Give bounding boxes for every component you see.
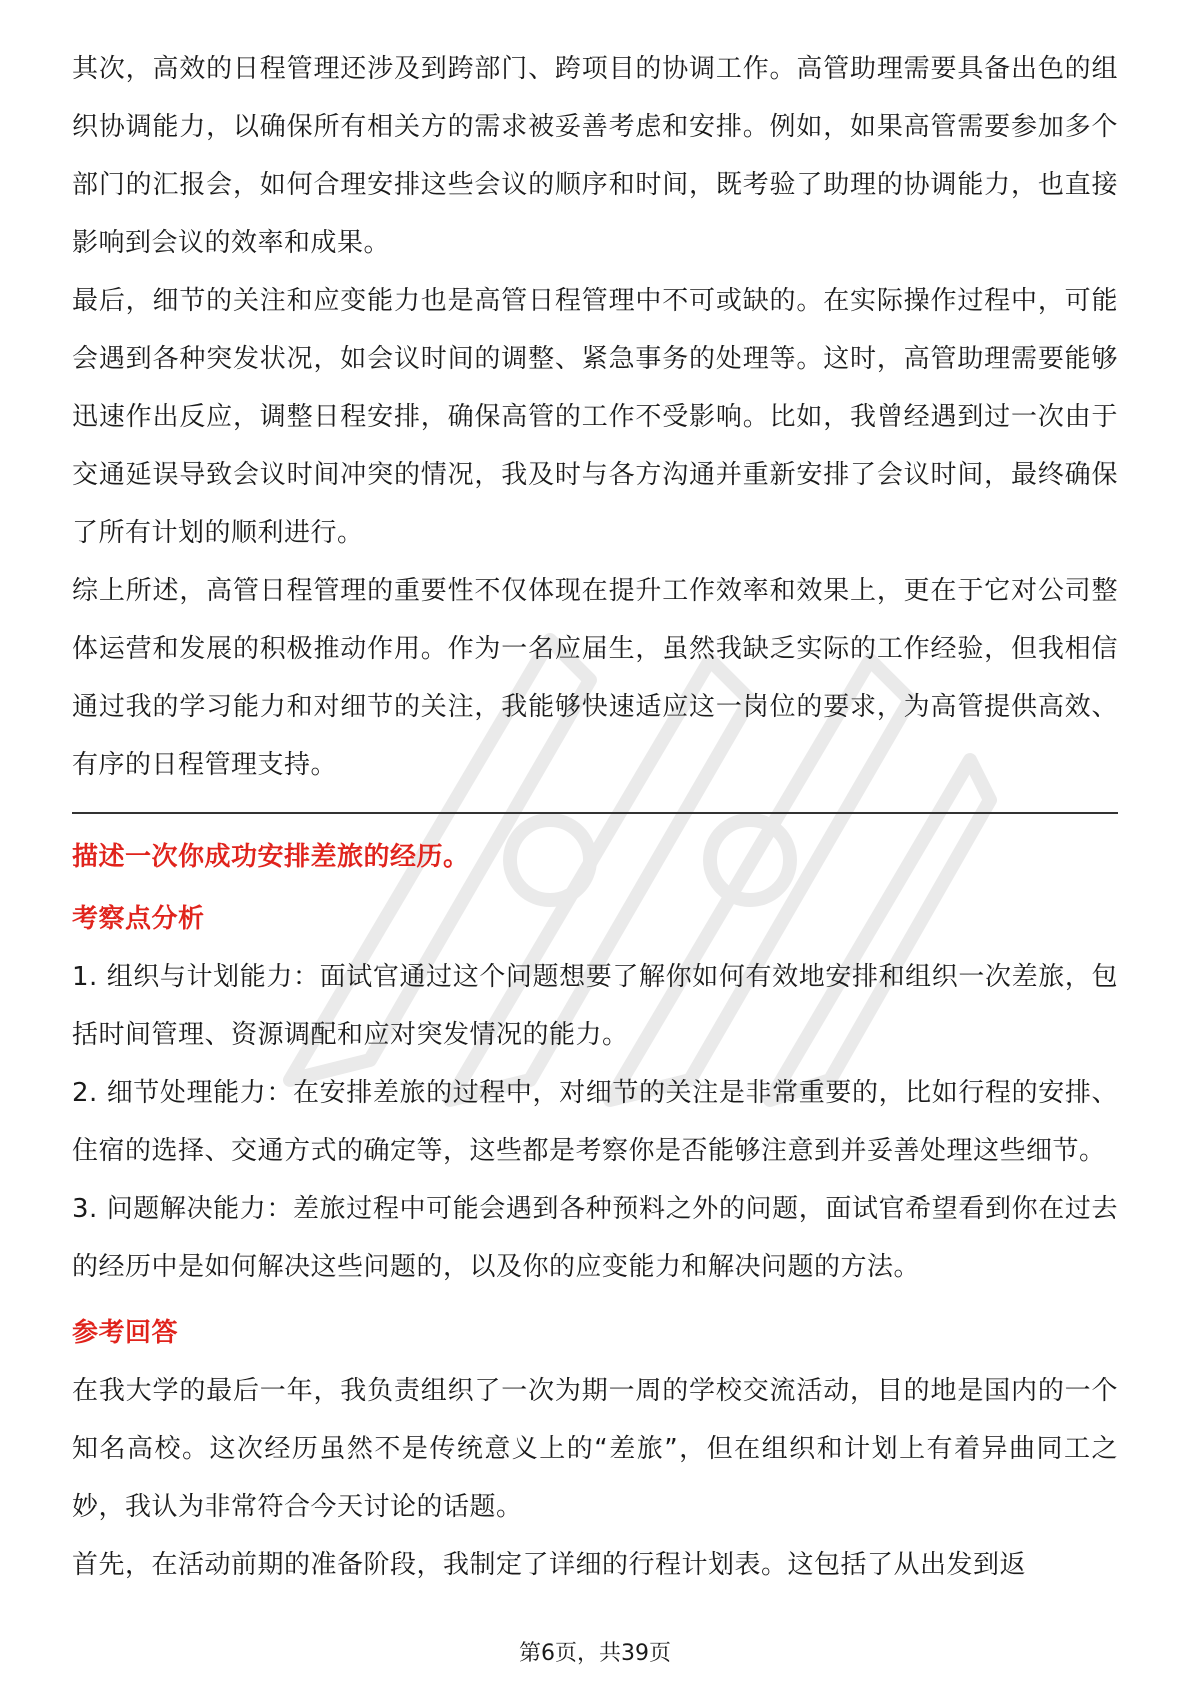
answer-paragraph: 首先，在活动前期的准备阶段，我制定了详细的行程计划表。这包括了从出发到返 xyxy=(72,1550,1027,1580)
paragraph-coordination: 其次，高效的日程管理还涉及到跨部门、跨项目的协调工作。高管助理需要具备出色的组织协调能力，以确保所有相关方的需求被妥善考虑和安排。例如，如果高管需要参加多个部门的汇报会，如何合理安排这些会议的顺序和时间，既考验了助理的协调能力，也直接影响到会议的效率和成果。 xyxy=(72,54,1118,258)
paragraph-summary: 综上所述，高管日程管理的重要性不仅体现在提升工作效率和效果上，更在于它对公司整体运营和发展的积极推动作用。作为一名应届生，虽然我缺乏实际的工作经验，但我相信通过我的学习能力和对细节的关注，我能够快速适应这一岗位的要求，为高管提供高效、有序的日程管理支持。 xyxy=(72,576,1118,780)
page-number-footer: 第6页，共39页 xyxy=(519,1641,671,1666)
analysis-heading: 考察点分析 xyxy=(72,904,205,934)
answer-paragraph: 在我大学的最后一年，我负责组织了一次为期一周的学校交流活动，目的地是国内的一个知名高校。这次经历虽然不是传统意义上的“差旅”，但在组织和计划上有着异曲同工之妙，我认为非常符合今天讨论的话题。 xyxy=(72,1376,1118,1522)
answer-heading: 参考回答 xyxy=(72,1318,179,1348)
section-divider xyxy=(72,812,1118,814)
paragraph-details: 最后，细节的关注和应变能力也是高管日程管理中不可或缺的。在实际操作过程中，可能会遇到各种突发状况，如会议时间的调整、紧急事务的处理等。这时，高管助理需要能够迅速作出反应，调整日程安排，确保高管的工作不受影响。比如，我曾经遇到过一次由于交通延误导致会议时间冲突的情况，我及时与各方沟通并重新安排了会议时间，最终确保了所有计划的顺利进行。 xyxy=(72,286,1118,548)
analysis-point: 2. 细节处理能力：在安排差旅的过程中，对细节的关注是非常重要的，比如行程的安排、住宿的选择、交通方式的确定等，这些都是考察你是否能够注意到并妥善处理这些细节。 xyxy=(72,1078,1118,1166)
analysis-point: 3. 问题解决能力：差旅过程中可能会遇到各种预料之外的问题，面试官希望看到你在过去的经历中是如何解决这些问题的，以及你的应变能力和解决问题的方法。 xyxy=(72,1194,1118,1282)
analysis-point: 1. 组织与计划能力：面试官通过这个问题想要了解你如何有效地安排和组织一次差旅，包括时间管理、资源调配和应对突发情况的能力。 xyxy=(72,962,1118,1050)
document-content xyxy=(72,40,1118,1594)
question-heading: 描述一次你成功安排差旅的经历。 xyxy=(72,842,470,872)
